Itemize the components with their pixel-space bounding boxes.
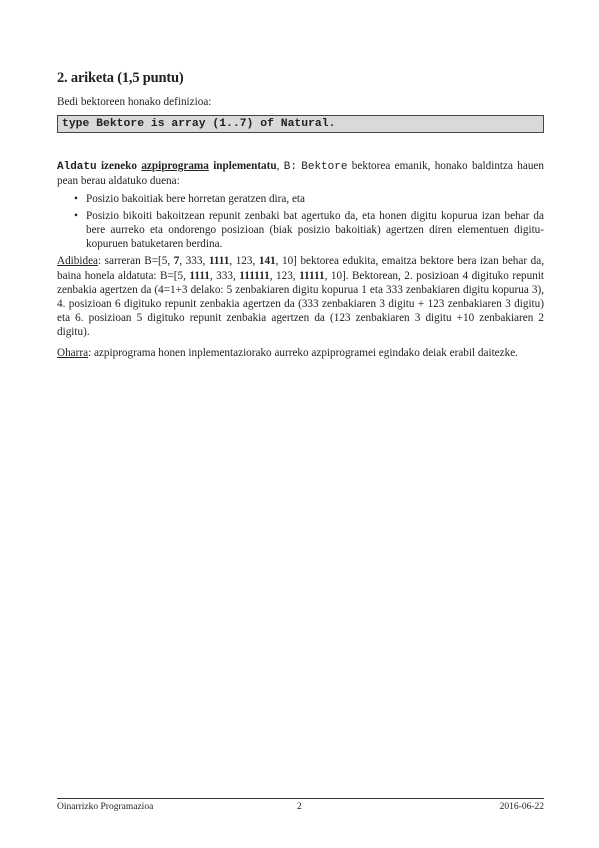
task-keyword-inplementatu: inplementatu <box>213 160 277 173</box>
note-label: Oharra <box>57 346 89 359</box>
task-keyword-azpiprograma: azpiprograma <box>141 160 209 173</box>
footer-date: 2016-06-22 <box>499 802 544 812</box>
task-text-3: , <box>276 160 284 173</box>
list-item <box>57 192 544 206</box>
list-item-text: Posizio bikoiti bakoitzean repunit zenbaki bat agertuko da, eta honen digitu kopurua izan behar da bere aurreko eta ondorengo posizioan (biak posizio bakoitiak) agertzen diren elementuen digitu-kopuruen batuketaren berdina. <box>86 209 544 251</box>
note-paragraph <box>57 346 544 360</box>
bullet-icon: • <box>74 209 78 222</box>
example-value: 11111 <box>299 269 325 282</box>
example-label: Adibidea <box>57 255 99 268</box>
footer-course-name: Oinarrizko Programazioa <box>57 802 154 812</box>
example-text: : sarreran B=[5, <box>98 255 174 268</box>
example-text: , 123, <box>269 269 300 282</box>
example-value: 7 <box>173 255 180 268</box>
task-text-1: izeneko <box>96 160 142 173</box>
note-text: : azpiprograma honen inplementaziorako aurreko azpiprogramei egindako deiak erabil daitezke. <box>88 346 518 359</box>
exercise-heading: 2. ariketa (1,5 puntu) <box>57 70 184 86</box>
example-paragraph <box>57 254 544 339</box>
example-value: 111111 <box>239 269 270 282</box>
code-block: type Bektore is array (1..7) of Natural. <box>57 115 544 133</box>
example-text: , 123, <box>229 255 259 268</box>
task-type: Bektore <box>301 161 348 174</box>
footer-page-number: 2 <box>297 802 302 812</box>
task-keyword-aldatu: Aldatu <box>57 161 97 174</box>
example-text: , 333, <box>209 269 240 282</box>
example-value: 141 <box>258 255 276 268</box>
bullet-icon: • <box>74 192 78 205</box>
conditions-list <box>57 192 544 252</box>
task-param: B: <box>283 161 297 174</box>
example-value: 1111 <box>208 255 230 268</box>
intro-text: Bedi bektoreen honako definizioa: <box>57 96 212 108</box>
list-item-text: Posizio bakoitiak bere horretan geratzen dira, eta <box>86 192 305 205</box>
page-content <box>57 70 544 360</box>
list-item <box>57 209 544 252</box>
example-text: , 10] bektorea edukita, emaitza bektore bera izan behar da, baina honela aldatuta: B=[5, <box>57 255 545 282</box>
task-text-rest: bektorea emanik, honako baldintza hauen pean berau aldatuko duena: <box>57 160 544 188</box>
example-value: 1111 <box>189 269 210 282</box>
footer-divider <box>57 798 544 799</box>
example-text: , 10]. Bektorean, 2. posizioan 4 digituko repunit zenbakia agertzen da (4=1+3 delako: 5 zenbakiaren digitu kopurua 1 eta 333 zenbakiaren digitu kopurua 3), 4. posizioan 6 digituko repunit zenbakia agertzen da (333 zenbakiaren 3 digitu + 123 zenbakiaren 3 digitu) eta 6. posizioan 5 digituko repunit zenbakia agertzen da (123 zenbakiaren 3 digitu +10 zenbakiaren 2 digitu). <box>57 269 545 339</box>
task-paragraph <box>57 159 544 188</box>
example-text: , 333, <box>179 255 209 268</box>
